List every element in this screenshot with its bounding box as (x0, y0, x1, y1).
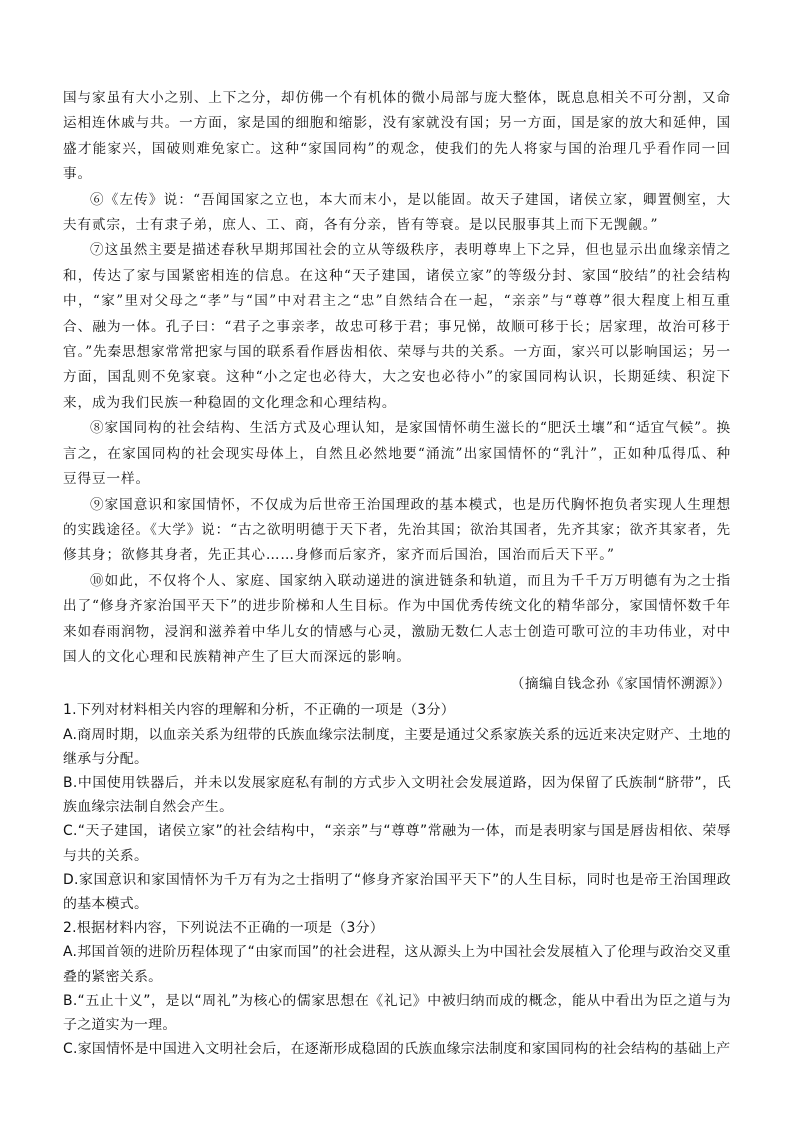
passage-paragraph-6: ⑥《左传》说：“吾闻国家之立也，本大而末小，是以能固。故天子建国，诸侯立家，卿置侧室，大夫有贰宗，士有隶子弟，庶人、工、商，各有分亲，皆有等衰。是以民服事其上而下无觊觎。” (63, 191, 731, 234)
passage-paragraph-9: ⑨家国意识和家国情怀，不仅成为后世帝王治国理政的基本模式，也是历代胸怀抱负者实现人生理想的实践途径。《大学》说：“古之欲明明德于天下者，先治其国；欲治其国者，先齐其家；欲齐其家者，先修其身；欲修其身者，先正其心……身修而后家齐，家齐而后国治，国治而后天下平。” (63, 496, 731, 564)
question-2-option-a: A.邦国首领的进阶历程体现了“由家而国”的社会进程，这从源头上为中国社会发展植入了伦理与政治交叉重叠的紧密关系。 (63, 944, 731, 985)
passage-paragraph-10: ⑩如此，不仅将个人、家庭、国家纳入联动递进的演进链条和轨道，而且为千千万万明德有为之士指出了“修身齐家治国平天下”的进步阶梯和人生目标。作为中国优秀传统文化的精华部分，家国情怀数千年来如春雨润物，浸润和滋养着中华儿女的情感与心灵，激励无数仁人志士创造可歌可泣的丰功伟业，对中国人的文化心理和民族精神产生了巨大而深远的影响。 (63, 572, 731, 665)
question-2-option-c: C.家国情怀是中国进入文明社会后，在逐渐形成稳固的氏族血缘宗法制度和家国同构的社会结构的基础上产 (63, 1041, 731, 1058)
question-section (63, 698, 731, 1061)
passage-paragraph-7: ⑦这虽然主要是描述春秋早期邦国社会的立从等级秩序，表明尊卑上下之异，但也显示出血缘亲情之和，传达了家与国紧密相连的信息。在这种“天子建国，诸侯立家”的等级分封、家国“胶结”的社会结构中，“家”里对父母之“孝”与“国”中对君主之“忠”自然结合在一起，“亲亲”与“尊尊”很大程度上相互重合、融为一体。孔子曰：“君子之事亲孝，故忠可移于君；事兄悌，故顺可移于长；居家理，故治可移于官。”先秦思想家常常把家与国的联系看作唇齿相依、荣辱与共的关系。一方面，家兴可以影响国运；另一方面，国乱则不免家衰。这种“小之定也必待大，大之安也必待小”的家国同构认识，长期延续、积淀下来，成为我们民族一种稳固的文化理念和心理结构。 (63, 242, 731, 411)
question-1-option-c: C.“天子建国，诸侯立家”的社会结构中，“亲亲”与“尊尊”常融为一体，而是表明家与国是唇齿相依、荣辱与共的关系。 (63, 823, 731, 864)
question-1-option-a: A.商周时期，以血亲关系为纽带的氏族血缘宗法制度，主要是通过父系家族关系的远近来决定财产、土地的继承与分配。 (63, 726, 731, 767)
question-1-stem: 1.下列对材料相关内容的理解和分析，不正确的一项是（3分） (63, 702, 455, 719)
reading-passage (63, 86, 731, 670)
passage-continuation: 国与家虽有大小之别、上下之分，却仿佛一个有机体的微小局部与庞大整体，既息息相关不可分割，又命运相连休戚与共。一方面，家是国的细胞和缩影，没有家就没有国；另一方面，国是家的放大和延伸，国盛才能家兴，国破则难免家亡。这种“家国同构”的观念，使我们的先人将家与国的治理几乎看作同一回事。 (63, 90, 731, 183)
exam-page (63, 86, 731, 1061)
passage-source: （摘编自钱念孙《家国情怀溯源》） (510, 676, 731, 693)
question-2-stem: 2.根据材料内容，下列说法不正确的一项是（3分） (63, 920, 384, 937)
question-1-option-d: D.家国意识和家国情怀为千万有为之士指明了“修身齐家治国平天下”的人生目标，同时也是帝王治国理政的基本模式。 (63, 871, 731, 912)
question-2-option-b: B.“五止十义”，是以“周礼”为核心的儒家思想在《礼记》中被归纳而成的概念，能从中看出为臣之道与为子之道实为一理。 (63, 992, 731, 1033)
passage-paragraph-8: ⑧家国同构的社会结构、生活方式及心理认知，是家国情怀萌生滋长的“肥沃土壤”和“适宜气候”。换言之，在家国同构的社会现实母体上，自然且必然地要“涌流”出家国情怀的“乳汁”，正如种瓜得瓜、种豆得豆一样。 (63, 420, 731, 488)
question-1-option-b: B.中国使用铁器后，并未以发展家庭私有制的方式步入文明社会发展道路，因为保留了氏族制“脐带”，氏族血缘宗法制自然会产生。 (63, 774, 731, 816)
